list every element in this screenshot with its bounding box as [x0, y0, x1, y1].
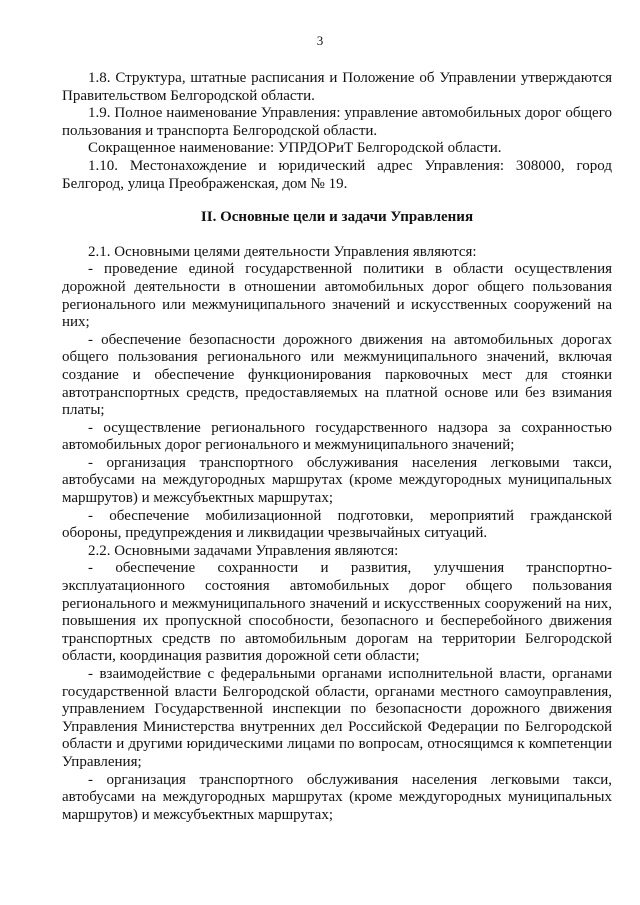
task-item: - обеспечение сохранности и развития, улучшения транспортно-эксплуатационного состояния автомобильных дорог общего пользования регионального и межмуниципального значений и искусственных сооружений на них, повышения их пропускной способности, безопасного и бесперебойного движения транспортных средств по автомобильным дорогам на территории Белгородской области, координация развития дорожной сети области; — [62, 560, 612, 665]
task-item: - организация транспортного обслуживания населения легковыми такси, автобусами на междугородных маршрутах (кроме междугородных муниципальных маршрутов) и межсубъектных маршрутах; — [62, 771, 612, 823]
page-number: 3 — [316, 33, 324, 48]
document-body — [62, 70, 612, 824]
section-heading: II. Основные цели и задачи Управления — [200, 209, 474, 226]
goal-item: - организация транспортного обслуживания населения легковыми такси, автобусами на междугородных маршрутах (кроме междугородных муниципальных маршрутов) и межсубъектных маршрутах; — [62, 454, 612, 507]
goal-item: - обеспечение мобилизационной подготовки, мероприятий гражданской обороны, предупреждения и ликвидации чрезвычайных ситуаций. — [62, 507, 612, 542]
paragraph-1-8: 1.8. Структура, штатные расписания и Положение об Управлении утверждаются Правительством Белгородской области. — [62, 70, 612, 104]
paragraph-1-9: 1.9. Полное наименование Управления: управление автомобильных дорог общего пользования и транспорта Белгородской области. — [62, 105, 612, 139]
paragraph-1-10: 1.10. Местонахождение и юридический адрес Управления: 308000, город Белгород, улица Преображенская, дом № 19. — [62, 157, 612, 192]
paragraph-2-1: 2.1. Основными целями деятельности Управления являются: — [88, 243, 477, 260]
task-item: - взаимодействие с федеральными органами исполнительной власти, органами государственной власти Белгородской области, органами местного самоуправления, управлением Государственной инспекции по безопасности дорожного движения Управления Министерства внутренних дел Российской Федерации по Белгородской области и другими юридическими лицами по вопросам, относящимся к компетенции Управления; — [62, 666, 612, 770]
paragraph-short-name: Сокращенное наименование: УПРДОРиТ Белгородской области. — [88, 140, 502, 157]
goal-item: - осуществление регионального государственного надзора за сохранностью автомобильных дорог регионального и межмуниципального значений; — [62, 419, 612, 454]
goal-item: - проведение единой государственной политики в области осуществления дорожной деятельности в отношении автомобильных дорог общего пользования регионального или межмуниципального значений и искусственных сооружений на них; — [62, 261, 612, 331]
goal-item: - обеспечение безопасности дорожного движения на автомобильных дорогах общего пользования регионального или межмуниципального значений, включая создание и обеспечение функционирования парковочных мест для стоянки автотранспортных средств, предоставляемых на платной основе или без взимания платы; — [62, 331, 612, 419]
paragraph-2-2: 2.2. Основными задачами Управления являются: — [88, 542, 399, 559]
